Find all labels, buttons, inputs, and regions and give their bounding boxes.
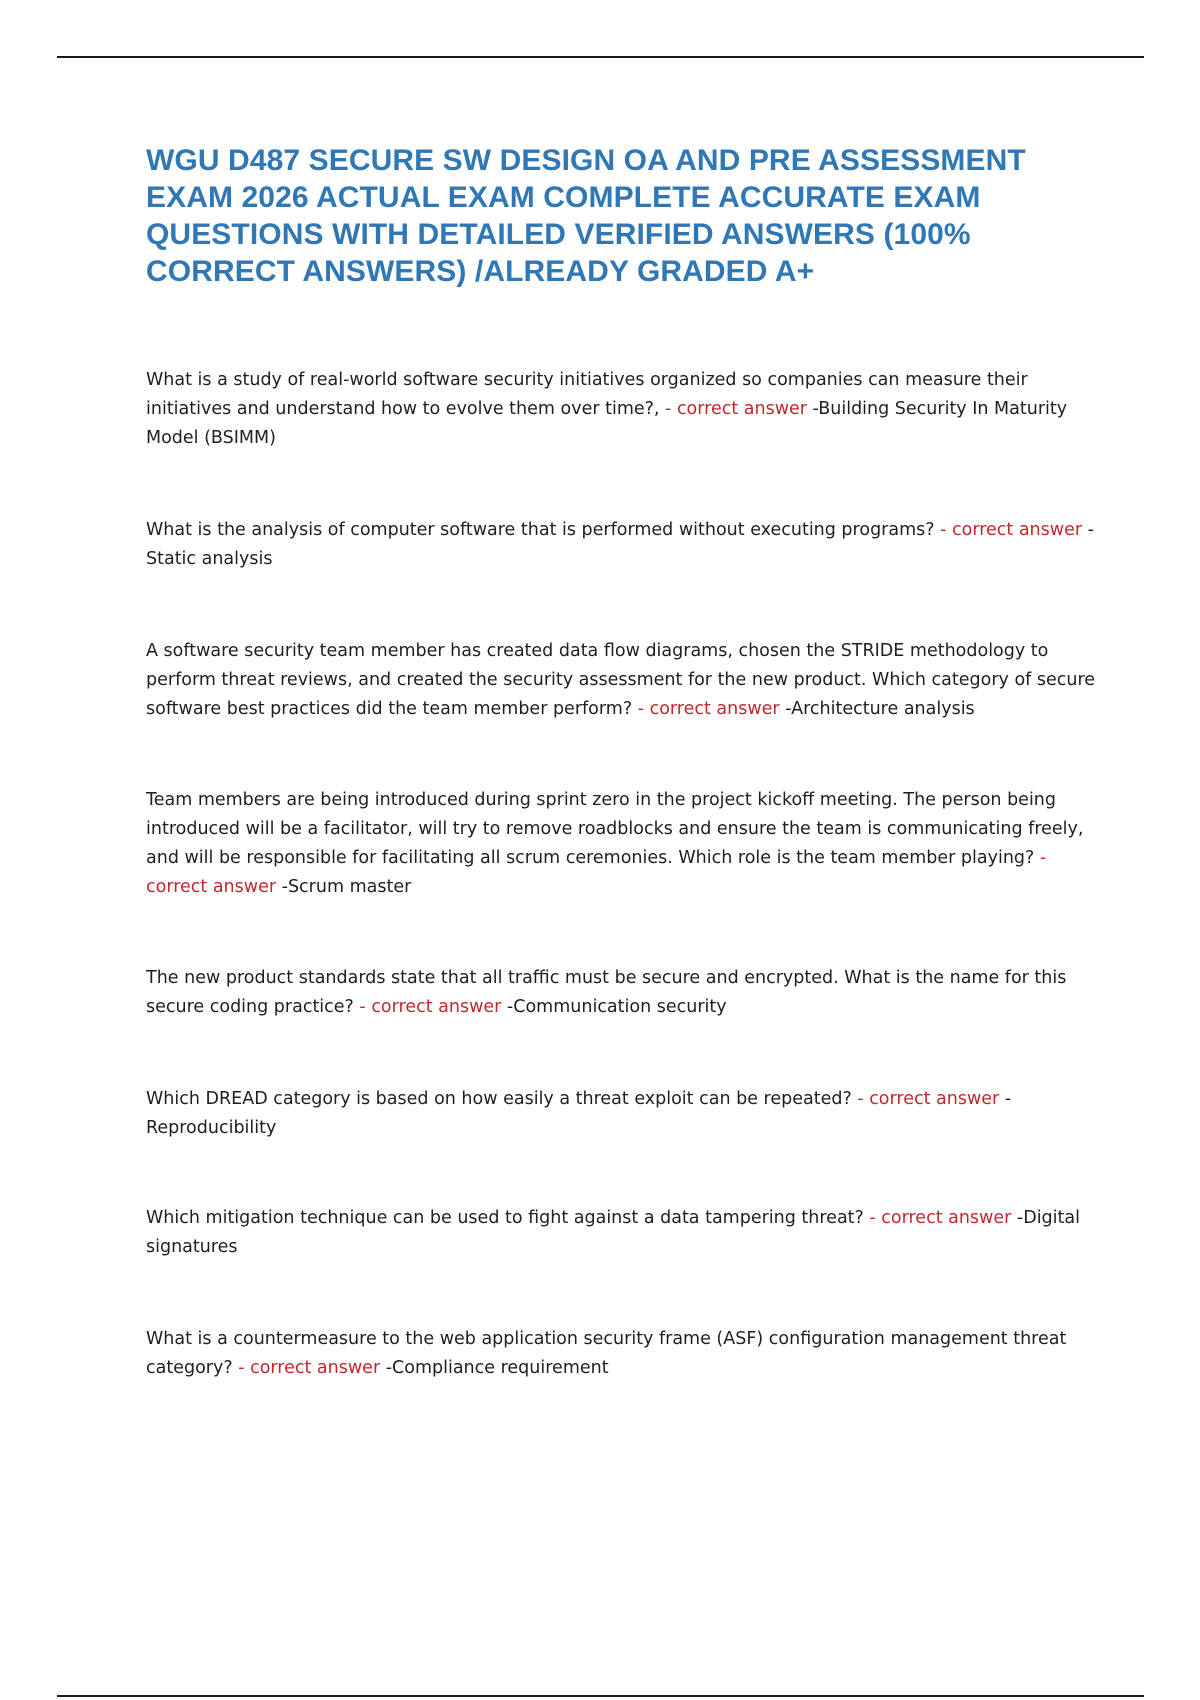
answer-label: correct answer [146,877,277,897]
answer-label: correct answer [676,399,807,419]
qa-item: What is a countermeasure to the web application security frame (ASF) configuration management threat category? - correct answer -Compliance requirement [146,1329,1067,1378]
top-rule [57,56,1144,58]
answer-text: Scrum master [287,877,412,897]
qa-item: Which DREAD category is based on how easily a threat exploit can be repeated? - correct answer -Reproducibility [146,1089,1012,1138]
answer-text: Communication security [513,997,727,1017]
question-text: Which DREAD category is based on how easily a threat exploit can be repeated? [146,1089,852,1109]
qa-item: What is the analysis of computer software that is performed without executing programs? - correct answer -Static analysis [146,520,1094,569]
answer-label: correct answer [869,1089,1000,1109]
answer-label: correct answer [649,699,780,719]
answer-label: correct answer [881,1208,1012,1228]
answer-text: Reproducibility [146,1118,277,1138]
question-text: Team members are being introduced during sprint zero in the project kickoff meeting. The person being introduced will be a facilitator, will try to remove roadblocks and ensure the team is communicating freely, and will be responsible for facilitating all scrum ceremonies. Which role is the team member playing? [146,790,1084,868]
answer-text: Compliance requirement [392,1358,609,1378]
qa-item: A software security team member has created data flow diagrams, chosen the STRIDE methodology to perform threat reviews, and created the security assessment for the new product. Which category of secure software best practices did the team member perform? - correct answer -Architecture analysis [146,641,1096,719]
answer-text: Static analysis [146,549,273,569]
question-text: What is a study of real-world software security initiatives organized so companies can measure their initiatives and understand how to evolve them over time?, [146,370,1028,419]
qa-item: The new product standards state that all traffic must be secure and encrypted. What is the name for this secure coding practice? - correct answer -Communication security [146,968,1067,1017]
answer-label: correct answer [371,997,502,1017]
question-text: What is a countermeasure to the web application security frame (ASF) configuration management threat category? [146,1329,1067,1378]
bottom-rule [57,1695,1144,1697]
qa-item: Which mitigation technique can be used to fight against a data tampering threat? - correct answer -Digital signatures [146,1208,1080,1257]
answer-text: Architecture analysis [791,699,975,719]
question-text: A software security team member has created data flow diagrams, chosen the STRIDE methodology to perform threat reviews, and created the security assessment for the new product. Which category of secure software best practices did the team member perform? [146,641,1096,719]
question-text: The new product standards state that all traffic must be secure and encrypted. What is the name for this secure coding practice? [146,968,1067,1017]
question-text: Which mitigation technique can be used to fight against a data tampering threat? [146,1208,864,1228]
answer-text: Building Security In Maturity Model (BSIMM) [146,399,1068,448]
qa-item: Team members are being introduced during sprint zero in the project kickoff meeting. The person being introduced will be a facilitator, will try to remove roadblocks and ensure the team is communicating freely, and will be responsible for facilitating all scrum ceremonies. Which role is the team member playing? - correct answer -Scrum master [146,790,1084,897]
qa-item: What is a study of real-world software security initiatives organized so companies can measure their initiatives and understand how to evolve them over time?, - correct answer -Building Security In Maturity Model (BSIMM) [146,370,1068,448]
answer-label: correct answer [952,520,1083,540]
answer-text: Digital signatures [146,1208,1080,1257]
answer-label: correct answer [250,1358,381,1378]
document-title: WGU D487 SECURE SW DESIGN OA AND PRE ASSESSMENT EXAM 2026 ACTUAL EXAM COMPLETE ACCURATE EXAM QUESTIONS WITH DETAILED VERIFIED ANSWERS (100% CORRECT ANSWERS) /ALREADY GRADED A+ [146,144,1026,288]
question-text: What is the analysis of computer software that is performed without executing programs? [146,520,935,540]
